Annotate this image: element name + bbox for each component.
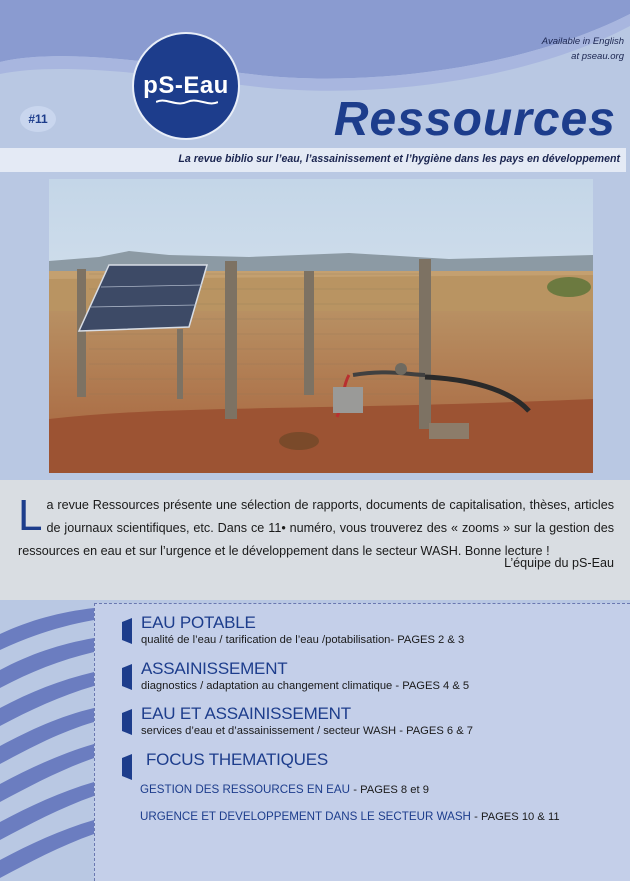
- section-flag-icon: [122, 709, 132, 735]
- intro-dropcap: L: [18, 491, 43, 540]
- section-title-eau-et-assainissement[interactable]: EAU ET ASSAINISSEMENT: [141, 704, 351, 723]
- section-flag-icon: [122, 754, 132, 780]
- intro-signature: L’équipe du pS-Eau: [504, 556, 614, 570]
- focus-item-urgence-developpement[interactable]: [140, 810, 560, 823]
- section-sub-eau-potable: qualité de l’eau / tarification de l’eau /potabilisation- PAGES 2 & 3: [141, 634, 465, 646]
- issue-number: #11: [20, 106, 56, 132]
- focus-pages: - PAGES 10 & 11: [474, 811, 560, 823]
- focus-label: URGENCE ET DEVELOPPEMENT DANS LE SECTEUR WASH: [140, 810, 471, 823]
- wave-icon: [156, 97, 218, 107]
- section-title-assainissement[interactable]: ASSAINISSEMENT: [141, 659, 288, 678]
- cover-photo: [49, 179, 593, 473]
- intro-paragraph: [18, 491, 614, 563]
- magazine-title: Ressources: [333, 93, 616, 146]
- pseau-logo[interactable]: [132, 32, 240, 140]
- section-sub-assainissement: diagnostics / adaptation au changement climatique - PAGES 4 & 5: [141, 680, 470, 692]
- section-title-focus-thematiques: FOCUS THEMATIQUES: [146, 750, 329, 769]
- section-title-eau-potable[interactable]: EAU POTABLE: [141, 613, 256, 632]
- focus-pages: - PAGES 8 et 9: [353, 784, 429, 796]
- intro-text: a revue Ressources présente une sélection de rapports, documents de capitalisation, thèses, articles de journaux scientifiques, etc. Dans ce 11• numéro, vous trouverez des « zooms » sur la gestion des ressources en eau et sur l’urgence et le développement dans le secteur WASH. Bonne lecture !: [18, 498, 614, 558]
- focus-item-gestion-ressources[interactable]: [140, 783, 429, 796]
- available-line-2: at pseau.org: [571, 51, 624, 62]
- magazine-subtitle: La revue biblio sur l’eau, l’assainissement et l’hygiène dans les pays en développement: [178, 153, 620, 165]
- available-in-english[interactable]: [542, 34, 624, 64]
- section-sub-eau-et-assainissement: services d’eau et d’assainissement / secteur WASH - PAGES 6 & 7: [141, 725, 474, 737]
- section-flag-icon: [122, 664, 132, 690]
- logo-text: pS-Eau: [143, 72, 229, 99]
- available-line-1: Available in English: [541, 36, 624, 47]
- focus-label: GESTION DES RESSOURCES EN EAU: [140, 783, 351, 796]
- decorative-stripes: [0, 604, 94, 881]
- section-flag-icon: [122, 618, 132, 644]
